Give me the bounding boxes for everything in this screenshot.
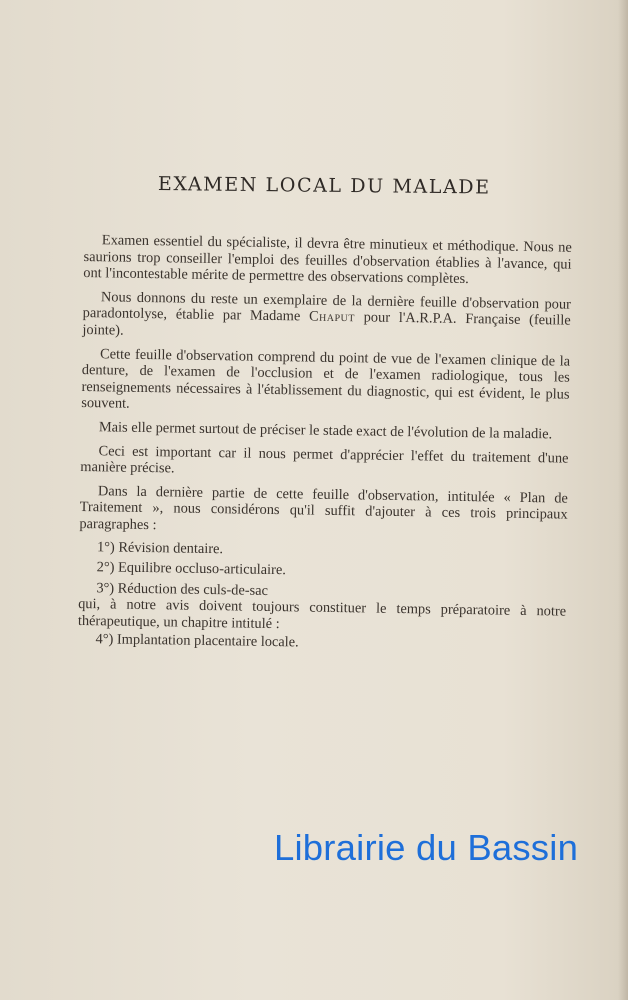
list-item-2: 2°) Equilibre occluso-articulaire.	[96, 559, 287, 579]
continuation-text: qui, à notre avis doivent toujours constituer le temps préparatoire à notre thérapeutique, un chapitre intitulé :	[77, 596, 567, 632]
paragraph-2	[82, 289, 571, 346]
paragraph-2-after: pour l'A.R.P.A. Française (feuille jointe).	[82, 309, 571, 339]
list-item-4: 4°) Implantation placentaire locale.	[95, 631, 299, 651]
paragraph-3: Cette feuille d'observation comprend du point de vue de l'examen clinique de la denture, de l'examen de l'occlusion et de l'examen radiologique, tous les renseignements nécessaires à l'établissement du diagnostic, qui est évident, le plus souvent.	[81, 345, 571, 413]
page-edge-shadow	[618, 0, 628, 1000]
paragraph-2-before: Nous donnons du reste un exemplaire de la dernière feuille d'observation pour paradontolyse, établie par Madame	[82, 289, 572, 325]
author-name: Chaput	[308, 308, 356, 326]
watermark-text: Librairie du Bassin	[274, 827, 579, 868]
paragraph-5: Ceci est important car il nous permet d'apprécier l'effet du traitement d'une manière précise.	[80, 442, 569, 477]
list-item-1: 1°) Révision dentaire.	[96, 538, 224, 557]
paragraph-6: Dans la dernière partie de cette feuille d'observation, intitulée « Plan de Traitement », nous considérons qu'il suffit d'ajouter à ces trois principaux paragraphes :	[79, 482, 569, 534]
paragraph-1: Examen essentiel du spécialiste, il devra être minutieux et méthodique. Nous ne saurions trop conseiller l'emploi des feuilles d'observation établies à l'avance, qui ont l'incontestable mérite de permettre des observations complètes.	[83, 232, 572, 288]
page-title: EXAMEN LOCAL DU MALADE	[157, 173, 491, 199]
list-item-3: 3°) Réduction des culs-de-sac	[96, 579, 269, 599]
paragraph-4: Mais elle permet surtout de préciser le stade exact de l'évolution de la maladie.	[98, 419, 553, 443]
body-text	[77, 232, 572, 660]
